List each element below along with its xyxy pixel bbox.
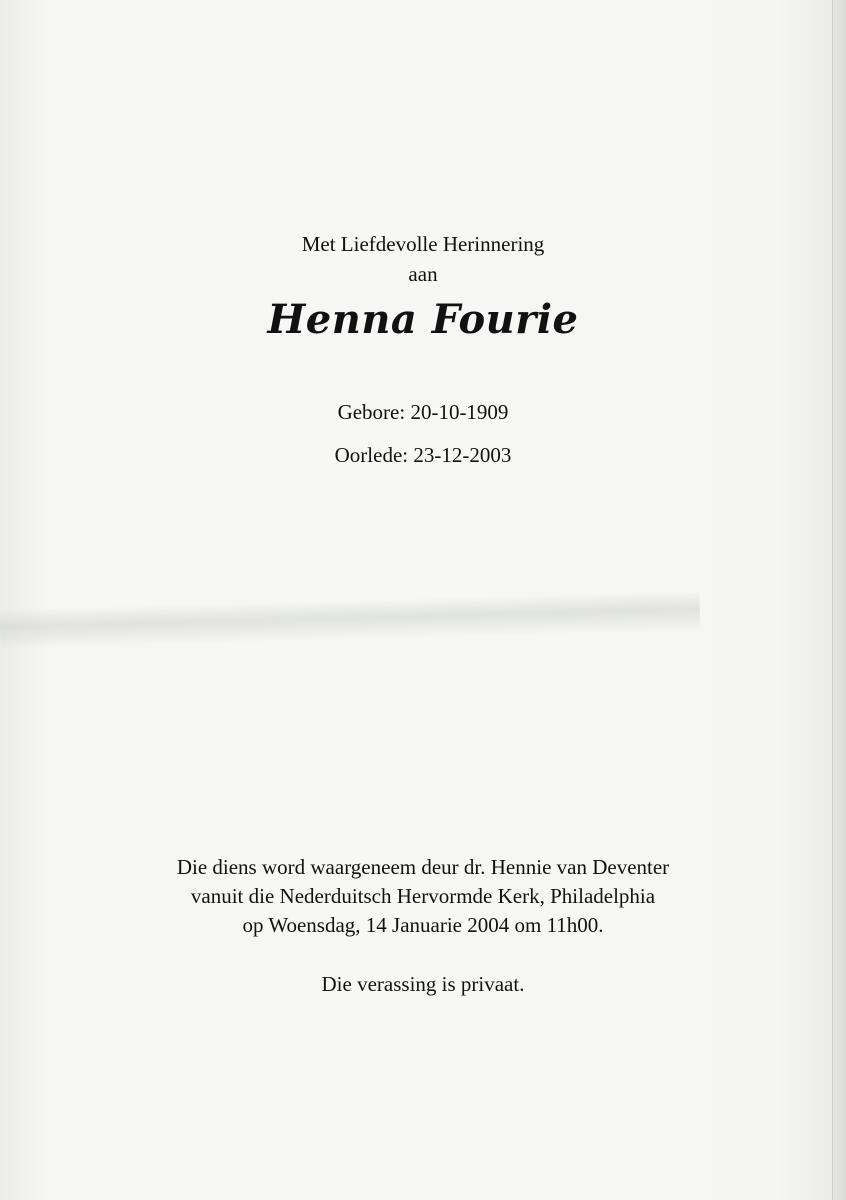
service-line: Die diens word waargeneem deur dr. Hennie van Deventer <box>176 855 670 879</box>
deceased-name: Henna Fourie <box>267 296 579 343</box>
connector-word: aan <box>408 262 438 286</box>
service-details <box>0 853 846 940</box>
birth-date: Gebore: 20-10-1909 <box>337 400 509 424</box>
death-date: Oorlede: 23-12-2003 <box>334 443 512 467</box>
service-line: vanuit die Nederduitsch Hervormde Kerk, Philadelphia <box>190 884 656 908</box>
paper-fold-shadow <box>0 591 700 649</box>
service-line: op Woensdag, 14 Januarie 2004 om 11h00. <box>242 913 604 937</box>
memorial-heading: Met Liefdevolle Herinnering <box>301 232 545 256</box>
paper-edge <box>832 0 846 1200</box>
cremation-note: Die verassing is privaat. <box>321 972 525 996</box>
